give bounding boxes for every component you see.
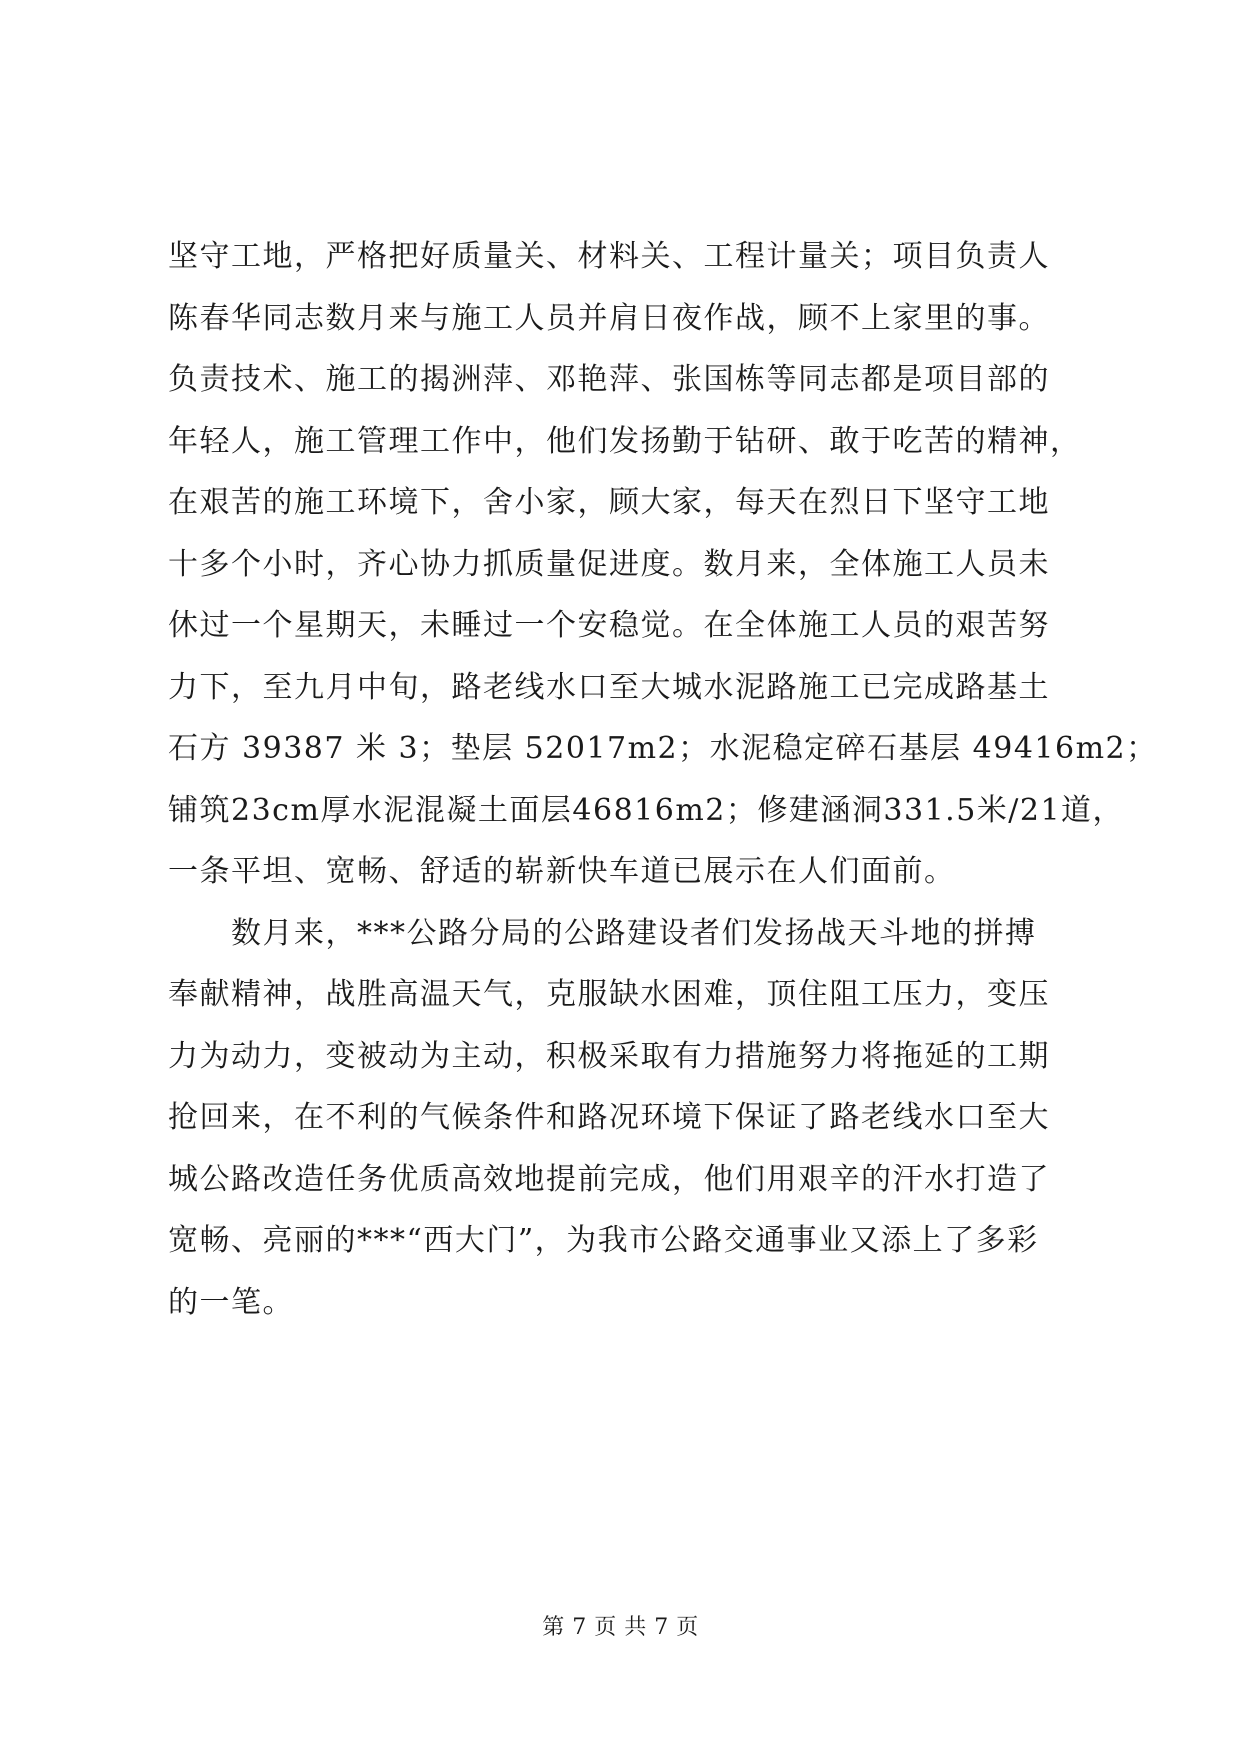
text-line: 年轻人，施工管理工作中，他们发扬勤于钻研、敢于吃苦的精神，: [168, 423, 1082, 459]
paragraph-1: [168, 226, 1158, 903]
text-line: 抢回来，在不利的气候条件和路况环境下保证了路老线水口至大: [168, 1100, 1050, 1135]
text-line: 力下，至九月中旬，路老线水口至大城水泥路施工已完成路基土: [168, 669, 1050, 705]
page-footer: [0, 1613, 1241, 1643]
text-line: 负责技术、施工的揭洲萍、邓艳萍、张国栋等同志都是项目部的: [168, 362, 1050, 397]
text-line: 铺筑23cm厚水泥混凝土面层46816m2；修建涵洞331.5米/21道，: [168, 792, 1125, 828]
text-line: 的一笔。: [168, 1284, 294, 1320]
document-body: [168, 226, 1158, 1333]
text-line: 奉献精神，战胜高温天气，克服缺水困难，顶住阻工压力，变压: [168, 977, 1050, 1012]
text-line: 数月来，***公路分局的公路建设者们发扬战天斗地的拼搏: [168, 915, 1037, 951]
text-line: 宽畅、亮丽的***“西大门”，为我市公路交通事业又添上了多彩: [168, 1223, 1039, 1258]
text-line: 休过一个星期天，未睡过一个安稳觉。在全体施工人员的艰苦努: [168, 608, 1050, 643]
text-line: 石方 39387 米 3；垫层 52017m2；水泥稳定碎石基层 49416m2；: [168, 731, 1158, 766]
text-line: 一条平坦、宽畅、舒适的崭新快车道已展示在人们面前。: [168, 854, 956, 889]
text-line: 陈春华同志数月来与施工人员并肩日夜作战，顾不上家里的事。: [168, 300, 1050, 336]
text-line: 十多个小时，齐心协力抓质量促进度。数月来，全体施工人员未: [168, 546, 1050, 582]
text-line: 城公路改造任务优质高效地提前完成，他们用艰辛的汗水打造了: [168, 1161, 1050, 1197]
page-number-label: 第 7 页 共 7 页: [542, 1615, 699, 1640]
text-line: 力为动力，变被动为主动，积极采取有力措施努力将拖延的工期: [168, 1038, 1050, 1074]
paragraph-2: [168, 903, 1078, 1334]
text-line: 坚守工地，严格把好质量关、材料关、工程计量关；项目负责人: [168, 239, 1050, 274]
text-line: 在艰苦的施工环境下，舍小家，顾大家，每天在烈日下坚守工地: [168, 485, 1050, 520]
